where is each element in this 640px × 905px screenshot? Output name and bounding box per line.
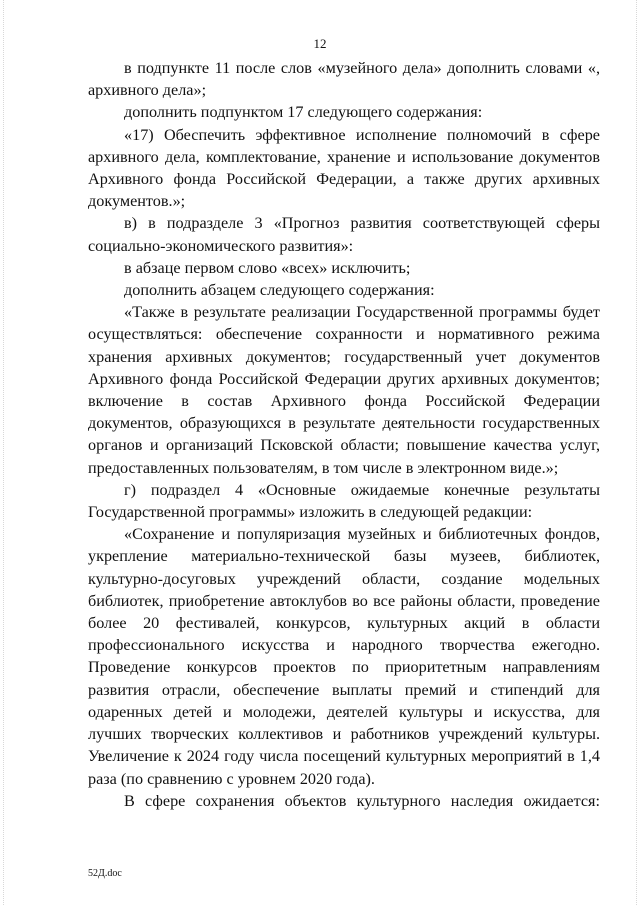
paragraph: «17) Обеспечить эффективное исполнение полномочий в сфере архивного дела, комплектование, хранение и использование документов Архивного фонда Российской Федерации, а также других архивных документов.»; bbox=[88, 125, 600, 211]
paragraph: в) в подразделе 3 «Прогноз развития соответствующей сферы социально-экономического развития»: bbox=[88, 214, 600, 255]
footer-filename: 52Д.doc bbox=[88, 868, 122, 879]
paragraph: В сфере сохранения объектов культурного наследия ожидается: bbox=[124, 791, 600, 810]
paragraph: дополнить подпунктом 17 следующего содержания: bbox=[124, 103, 483, 122]
paragraph: «Сохранение и популяризация музейных и библиотечных фондов, укрепление материально-технической базы музеев, библиотек, культурно-досуговых учреждений области, создание модельных библиотек, приобретение автоклубов во все районы области, проведение более 20 фестивалей, конкурсов, культурных акций в области профессионального искусства и народного творчества ежегодно. Проведение конкурсов проектов по приоритетным направлениям развития отрасли, обеспечение выплаты премий и стипендий для одаренных детей и молодежи, деятелей культуры и искусства, для лучших творческих коллективов и работников учреждений культуры. Увеличение к 2024 году числа посещений культурных мероприятий в 1,4 раза (по сравнению с уровнем 2020 года). bbox=[88, 525, 600, 788]
document-body bbox=[88, 57, 600, 812]
paragraph: в абзаце первом слово «всех» исключить; bbox=[124, 258, 411, 277]
paragraph: «Также в результате реализации Государственной программы будет осуществляться: обеспечение сохранности и нормативного режима хранения архивных документов; государственный учет документов Архивного фонда Российской Федерации других архивных документов; включение в состав Архивного фонда Российской Федерации документов, образующихся в результате деятельности государственных органов и организаций Псковской области; повышение качества услуг, предоставленных пользователям, в том числе в электронном виде.»; bbox=[88, 303, 600, 477]
page-number: 12 bbox=[313, 36, 327, 51]
paragraph: в подпункте 11 после слов «музейного дела» дополнить словами «, архивного дела»; bbox=[88, 59, 600, 100]
paragraph: дополнить абзацем следующего содержания: bbox=[124, 281, 435, 300]
page-edge-left bbox=[3, 0, 4, 905]
page-edge-right bbox=[636, 0, 637, 905]
paragraph: г) подраздел 4 «Основные ожидаемые конечные результаты Государственной программы» изложить в следующей редакции: bbox=[88, 480, 600, 522]
